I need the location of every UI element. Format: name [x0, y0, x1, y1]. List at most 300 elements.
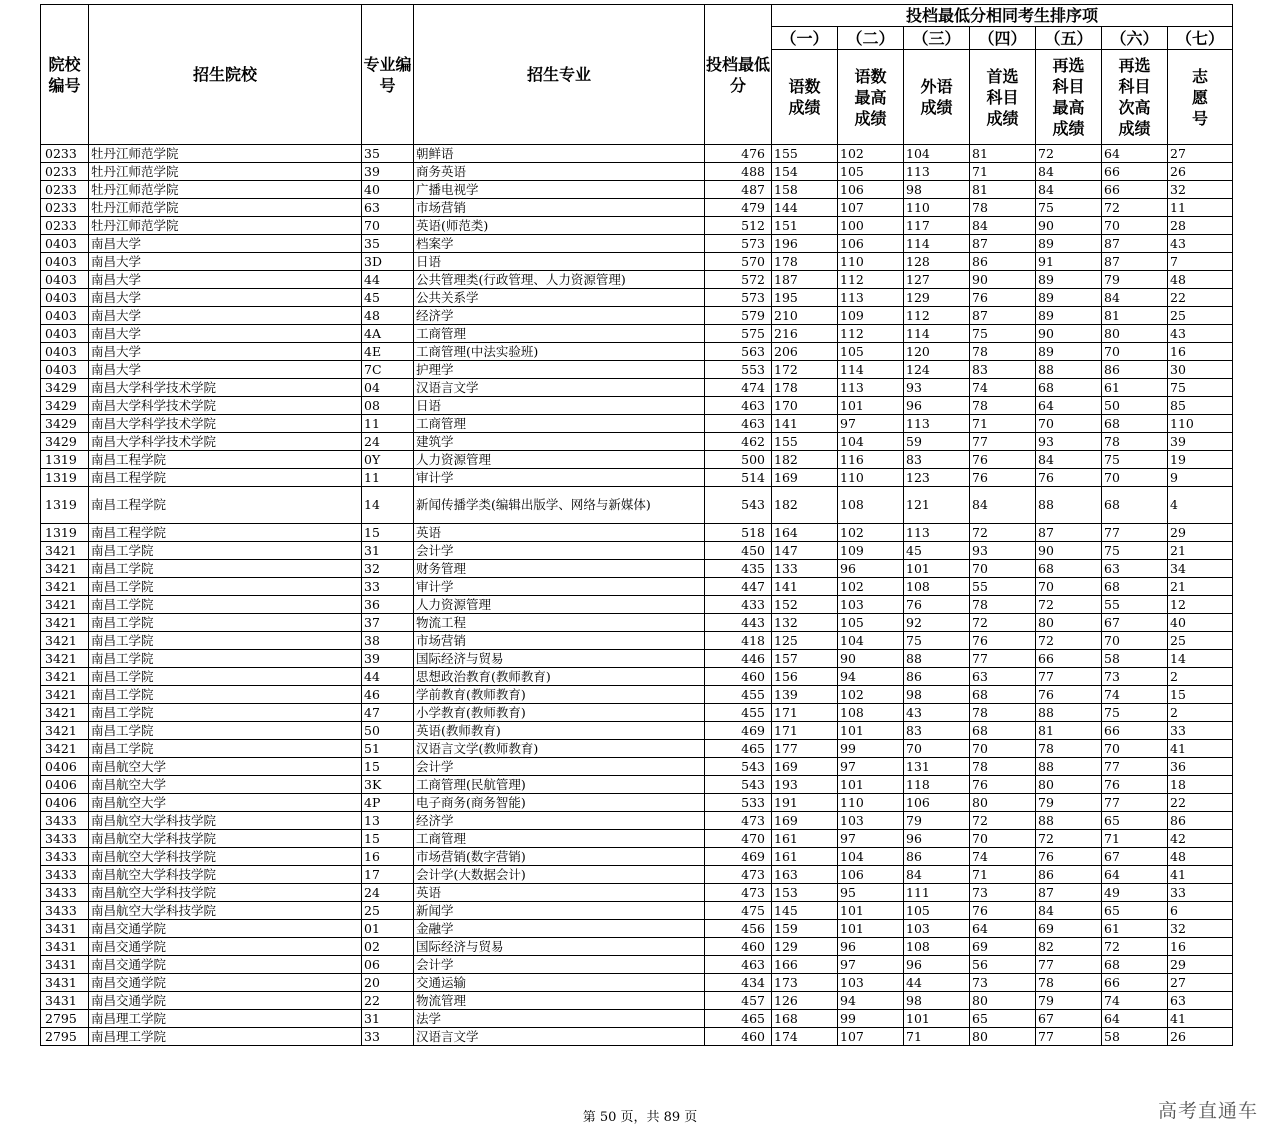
cell-elective-second: 65 — [1102, 902, 1168, 920]
cell-major-code: 22 — [362, 992, 414, 1010]
cell-chinese-math: 139 — [772, 686, 838, 704]
cell-school-code: 3429 — [41, 397, 89, 415]
header-order-2: （二） — [838, 27, 904, 50]
cell-min-score: 563 — [705, 343, 772, 361]
cell-foreign-language: 70 — [904, 740, 970, 758]
cell-major-code: 24 — [362, 433, 414, 451]
cell-major-code: 44 — [362, 668, 414, 686]
cell-foreign-language: 101 — [904, 1010, 970, 1028]
cell-preference-no: 28 — [1168, 217, 1233, 235]
table-row — [41, 812, 1233, 830]
cell-school-code: 3421 — [41, 650, 89, 668]
cell-school-name: 南昌大学 — [89, 361, 362, 379]
cell-school-code: 2795 — [41, 1028, 89, 1046]
cell-major-code: 39 — [362, 163, 414, 181]
cell-preference-no: 15 — [1168, 686, 1233, 704]
header-school-name: 招生院校 — [89, 5, 362, 145]
cell-elective-max: 89 — [1036, 307, 1102, 325]
cell-elective-second: 74 — [1102, 992, 1168, 1010]
cell-major-name: 市场营销(数字营销) — [414, 848, 705, 866]
table-row — [41, 920, 1233, 938]
cell-min-score: 465 — [705, 1010, 772, 1028]
cell-min-score: 579 — [705, 307, 772, 325]
cell-major-code: 11 — [362, 415, 414, 433]
cell-elective-max: 90 — [1036, 325, 1102, 343]
header-major-code: 专业编号 — [362, 5, 414, 145]
cell-chinese-math: 154 — [772, 163, 838, 181]
cell-elective-second: 72 — [1102, 199, 1168, 217]
table-row — [41, 632, 1233, 650]
cell-elective-max: 84 — [1036, 902, 1102, 920]
cell-preference-no: 30 — [1168, 361, 1233, 379]
cell-school-code: 0403 — [41, 325, 89, 343]
cell-chinese-math: 161 — [772, 830, 838, 848]
watermark-text: 高考直通车 — [1157, 1100, 1258, 1122]
cell-chinese-math: 156 — [772, 668, 838, 686]
cell-elective-second: 64 — [1102, 866, 1168, 884]
cell-first-subject: 76 — [970, 289, 1036, 307]
cell-foreign-language: 92 — [904, 614, 970, 632]
cell-chinese-math: 151 — [772, 217, 838, 235]
cell-foreign-language: 76 — [904, 596, 970, 614]
cell-chinese-math: 171 — [772, 704, 838, 722]
cell-school-code: 3421 — [41, 614, 89, 632]
table-row — [41, 235, 1233, 253]
cell-chinese-math-max: 102 — [838, 686, 904, 704]
cell-school-name: 南昌工学院 — [89, 560, 362, 578]
cell-foreign-language: 86 — [904, 848, 970, 866]
cell-school-name: 南昌航空大学科技学院 — [89, 866, 362, 884]
cell-major-code: 33 — [362, 1028, 414, 1046]
cell-major-code: 44 — [362, 271, 414, 289]
cell-chinese-math: 187 — [772, 271, 838, 289]
cell-elective-max: 88 — [1036, 758, 1102, 776]
cell-chinese-math-max: 101 — [838, 397, 904, 415]
table-row — [41, 379, 1233, 397]
table-row — [41, 578, 1233, 596]
cell-major-name: 金融学 — [414, 920, 705, 938]
cell-major-name: 电子商务(商务智能) — [414, 794, 705, 812]
cell-elective-second: 70 — [1102, 632, 1168, 650]
table-row — [41, 758, 1233, 776]
cell-school-name: 南昌工程学院 — [89, 487, 362, 524]
cell-chinese-math-max: 108 — [838, 487, 904, 524]
cell-chinese-math: 182 — [772, 451, 838, 469]
cell-elective-second: 71 — [1102, 830, 1168, 848]
cell-major-code: 40 — [362, 181, 414, 199]
cell-chinese-math: 126 — [772, 992, 838, 1010]
cell-chinese-math: 133 — [772, 560, 838, 578]
cell-elective-max: 78 — [1036, 974, 1102, 992]
cell-chinese-math-max: 112 — [838, 271, 904, 289]
cell-chinese-math-max: 113 — [838, 289, 904, 307]
cell-min-score: 572 — [705, 271, 772, 289]
cell-elective-second: 66 — [1102, 163, 1168, 181]
cell-chinese-math-max: 104 — [838, 433, 904, 451]
cell-first-subject: 78 — [970, 704, 1036, 722]
cell-school-name: 南昌理工学院 — [89, 1010, 362, 1028]
cell-foreign-language: 124 — [904, 361, 970, 379]
cell-elective-second: 66 — [1102, 722, 1168, 740]
cell-preference-no: 16 — [1168, 938, 1233, 956]
cell-school-name: 南昌航空大学科技学院 — [89, 902, 362, 920]
cell-school-code: 3433 — [41, 848, 89, 866]
cell-major-name: 经济学 — [414, 812, 705, 830]
cell-chinese-math: 170 — [772, 397, 838, 415]
cell-major-name: 市场营销 — [414, 632, 705, 650]
header-group-title: 投档最低分相同考生排序项 — [772, 5, 1233, 27]
cell-min-score: 455 — [705, 686, 772, 704]
cell-chinese-math-max: 102 — [838, 145, 904, 163]
cell-school-code: 3421 — [41, 722, 89, 740]
cell-major-code: 17 — [362, 866, 414, 884]
cell-school-name: 南昌交通学院 — [89, 920, 362, 938]
cell-preference-no: 19 — [1168, 451, 1233, 469]
cell-foreign-language: 110 — [904, 199, 970, 217]
cell-elective-max: 80 — [1036, 776, 1102, 794]
cell-major-name: 会计学 — [414, 542, 705, 560]
cell-major-name: 日语 — [414, 397, 705, 415]
cell-foreign-language: 79 — [904, 812, 970, 830]
cell-major-name: 英语 — [414, 884, 705, 902]
cell-school-name: 南昌交通学院 — [89, 992, 362, 1010]
cell-elective-max: 84 — [1036, 181, 1102, 199]
header-school-code: 院校编号 — [41, 5, 89, 145]
cell-chinese-math: 178 — [772, 379, 838, 397]
cell-school-code: 0406 — [41, 776, 89, 794]
cell-foreign-language: 113 — [904, 415, 970, 433]
cell-first-subject: 72 — [970, 614, 1036, 632]
cell-chinese-math: 147 — [772, 542, 838, 560]
cell-preference-no: 22 — [1168, 794, 1233, 812]
cell-foreign-language: 93 — [904, 379, 970, 397]
cell-foreign-language: 96 — [904, 956, 970, 974]
cell-elective-second: 64 — [1102, 145, 1168, 163]
cell-elective-second: 87 — [1102, 235, 1168, 253]
cell-school-name: 南昌大学 — [89, 343, 362, 361]
cell-foreign-language: 129 — [904, 289, 970, 307]
cell-major-name: 公共关系学 — [414, 289, 705, 307]
cell-major-name: 国际经济与贸易 — [414, 938, 705, 956]
cell-school-code: 0403 — [41, 289, 89, 307]
cell-min-score: 455 — [705, 704, 772, 722]
cell-preference-no: 41 — [1168, 740, 1233, 758]
cell-min-score: 553 — [705, 361, 772, 379]
cell-preference-no: 21 — [1168, 578, 1233, 596]
cell-major-code: 01 — [362, 920, 414, 938]
table-row — [41, 199, 1233, 217]
cell-first-subject: 71 — [970, 866, 1036, 884]
cell-foreign-language: 106 — [904, 794, 970, 812]
table-row — [41, 956, 1233, 974]
cell-major-code: 45 — [362, 289, 414, 307]
cell-foreign-language: 104 — [904, 145, 970, 163]
cell-chinese-math-max: 107 — [838, 1028, 904, 1046]
cell-school-name: 南昌大学 — [89, 325, 362, 343]
cell-first-subject: 71 — [970, 415, 1036, 433]
cell-elective-second: 73 — [1102, 668, 1168, 686]
header-label-first-subject: 首选科目成绩 — [970, 50, 1036, 145]
cell-school-code: 3431 — [41, 920, 89, 938]
table-row — [41, 614, 1233, 632]
cell-major-code: 04 — [362, 379, 414, 397]
cell-first-subject: 93 — [970, 542, 1036, 560]
page-footer: 第 50 页，共 89 页 — [582, 1110, 698, 1125]
cell-first-subject: 56 — [970, 956, 1036, 974]
cell-chinese-math-max: 104 — [838, 632, 904, 650]
cell-first-subject: 75 — [970, 325, 1036, 343]
cell-major-name: 建筑学 — [414, 433, 705, 451]
cell-first-subject: 78 — [970, 596, 1036, 614]
cell-first-subject: 70 — [970, 830, 1036, 848]
cell-school-name: 南昌工学院 — [89, 542, 362, 560]
cell-chinese-math: 161 — [772, 848, 838, 866]
cell-school-name: 南昌大学科学技术学院 — [89, 397, 362, 415]
cell-major-name: 汉语言文学 — [414, 379, 705, 397]
cell-school-code: 3421 — [41, 632, 89, 650]
table-row — [41, 487, 1233, 524]
cell-foreign-language: 120 — [904, 343, 970, 361]
cell-preference-no: 12 — [1168, 596, 1233, 614]
cell-first-subject: 72 — [970, 524, 1036, 542]
cell-chinese-math-max: 95 — [838, 884, 904, 902]
cell-chinese-math-max: 101 — [838, 902, 904, 920]
table-row — [41, 289, 1233, 307]
cell-min-score: 543 — [705, 487, 772, 524]
cell-foreign-language: 121 — [904, 487, 970, 524]
cell-min-score: 460 — [705, 668, 772, 686]
header-order-5: （五） — [1036, 27, 1102, 50]
header-order-4: （四） — [970, 27, 1036, 50]
cell-major-name: 汉语言文学(教师教育) — [414, 740, 705, 758]
cell-chinese-math-max: 102 — [838, 524, 904, 542]
table-row — [41, 361, 1233, 379]
cell-major-name: 档案学 — [414, 235, 705, 253]
cell-first-subject: 81 — [970, 145, 1036, 163]
header-order-3: （三） — [904, 27, 970, 50]
cell-first-subject: 65 — [970, 1010, 1036, 1028]
cell-school-name: 南昌大学 — [89, 271, 362, 289]
cell-major-code: 4A — [362, 325, 414, 343]
cell-preference-no: 85 — [1168, 397, 1233, 415]
cell-min-score: 575 — [705, 325, 772, 343]
cell-preference-no: 86 — [1168, 812, 1233, 830]
cell-chinese-math-max: 105 — [838, 343, 904, 361]
cell-school-code: 0233 — [41, 163, 89, 181]
cell-min-score: 473 — [705, 884, 772, 902]
table-row — [41, 848, 1233, 866]
cell-major-name: 人力资源管理 — [414, 451, 705, 469]
cell-major-name: 物流管理 — [414, 992, 705, 1010]
cell-chinese-math-max: 103 — [838, 974, 904, 992]
cell-elective-max: 89 — [1036, 271, 1102, 289]
cell-elective-second: 66 — [1102, 181, 1168, 199]
cell-chinese-math-max: 96 — [838, 560, 904, 578]
cell-school-code: 3421 — [41, 740, 89, 758]
cell-elective-second: 72 — [1102, 938, 1168, 956]
table-row — [41, 325, 1233, 343]
cell-chinese-math: 173 — [772, 974, 838, 992]
cell-min-score: 476 — [705, 145, 772, 163]
cell-school-name: 南昌航空大学 — [89, 758, 362, 776]
cell-major-name: 新闻传播学类(编辑出版学、网络与新媒体) — [414, 487, 705, 524]
header-order-7: （七） — [1168, 27, 1233, 50]
cell-major-code: 70 — [362, 217, 414, 235]
cell-chinese-math-max: 104 — [838, 848, 904, 866]
cell-preference-no: 2 — [1168, 668, 1233, 686]
cell-chinese-math: 216 — [772, 325, 838, 343]
cell-preference-no: 36 — [1168, 758, 1233, 776]
cell-elective-second: 70 — [1102, 343, 1168, 361]
cell-school-name: 南昌航空大学科技学院 — [89, 884, 362, 902]
cell-school-name: 南昌大学科学技术学院 — [89, 433, 362, 451]
cell-elective-max: 78 — [1036, 740, 1102, 758]
cell-major-name: 日语 — [414, 253, 705, 271]
cell-major-code: 15 — [362, 830, 414, 848]
cell-major-code: 15 — [362, 758, 414, 776]
cell-major-name: 公共管理类(行政管理、人力资源管理) — [414, 271, 705, 289]
cell-preference-no: 42 — [1168, 830, 1233, 848]
cell-foreign-language: 123 — [904, 469, 970, 487]
cell-elective-second: 68 — [1102, 956, 1168, 974]
cell-min-score: 463 — [705, 956, 772, 974]
cell-major-name: 会计学 — [414, 956, 705, 974]
cell-elective-second: 80 — [1102, 325, 1168, 343]
cell-chinese-math: 144 — [772, 199, 838, 217]
cell-preference-no: 110 — [1168, 415, 1233, 433]
cell-foreign-language: 113 — [904, 524, 970, 542]
cell-chinese-math: 157 — [772, 650, 838, 668]
cell-school-code: 1319 — [41, 469, 89, 487]
cell-chinese-math: 155 — [772, 145, 838, 163]
cell-major-name: 财务管理 — [414, 560, 705, 578]
cell-major-code: 48 — [362, 307, 414, 325]
cell-elective-second: 66 — [1102, 974, 1168, 992]
cell-foreign-language: 114 — [904, 325, 970, 343]
cell-chinese-math: 169 — [772, 812, 838, 830]
cell-major-code: 3K — [362, 776, 414, 794]
cell-school-code: 0406 — [41, 758, 89, 776]
cell-school-code: 0406 — [41, 794, 89, 812]
cell-chinese-math: 158 — [772, 181, 838, 199]
cell-chinese-math: 182 — [772, 487, 838, 524]
cell-chinese-math-max: 109 — [838, 542, 904, 560]
cell-school-name: 牡丹江师范学院 — [89, 163, 362, 181]
cell-foreign-language: 127 — [904, 271, 970, 289]
cell-chinese-math: 152 — [772, 596, 838, 614]
cell-major-code: 06 — [362, 956, 414, 974]
cell-school-code: 1319 — [41, 487, 89, 524]
cell-first-subject: 78 — [970, 343, 1036, 361]
cell-elective-max: 90 — [1036, 217, 1102, 235]
cell-school-code: 3433 — [41, 902, 89, 920]
cell-min-score: 514 — [705, 469, 772, 487]
cell-chinese-math: 210 — [772, 307, 838, 325]
cell-first-subject: 71 — [970, 163, 1036, 181]
cell-min-score: 460 — [705, 1028, 772, 1046]
cell-chinese-math: 159 — [772, 920, 838, 938]
cell-chinese-math: 164 — [772, 524, 838, 542]
table-row — [41, 992, 1233, 1010]
cell-school-name: 南昌工学院 — [89, 614, 362, 632]
cell-chinese-math: 125 — [772, 632, 838, 650]
cell-first-subject: 80 — [970, 794, 1036, 812]
cell-school-code: 0233 — [41, 217, 89, 235]
cell-major-name: 人力资源管理 — [414, 596, 705, 614]
cell-major-name: 商务英语 — [414, 163, 705, 181]
cell-school-code: 0233 — [41, 145, 89, 163]
cell-elective-max: 69 — [1036, 920, 1102, 938]
cell-school-name: 南昌航空大学科技学院 — [89, 830, 362, 848]
cell-chinese-math: 169 — [772, 469, 838, 487]
cell-foreign-language: 131 — [904, 758, 970, 776]
cell-elective-second: 58 — [1102, 1028, 1168, 1046]
cell-school-code: 1319 — [41, 451, 89, 469]
header-order-1: （一） — [772, 27, 838, 50]
cell-elective-max: 88 — [1036, 812, 1102, 830]
table-row — [41, 163, 1233, 181]
cell-elective-max: 76 — [1036, 469, 1102, 487]
cell-first-subject: 74 — [970, 848, 1036, 866]
cell-elective-max: 68 — [1036, 560, 1102, 578]
cell-elective-max: 76 — [1036, 848, 1102, 866]
cell-major-name: 会计学(大数据会计) — [414, 866, 705, 884]
cell-foreign-language: 96 — [904, 397, 970, 415]
cell-major-code: 08 — [362, 397, 414, 415]
cell-min-score: 457 — [705, 992, 772, 1010]
cell-first-subject: 90 — [970, 271, 1036, 289]
cell-chinese-math-max: 103 — [838, 596, 904, 614]
cell-elective-second: 76 — [1102, 776, 1168, 794]
cell-elective-second: 67 — [1102, 614, 1168, 632]
cell-school-code: 3421 — [41, 668, 89, 686]
cell-min-score: 465 — [705, 740, 772, 758]
cell-first-subject: 76 — [970, 451, 1036, 469]
cell-chinese-math-max: 101 — [838, 920, 904, 938]
cell-elective-second: 84 — [1102, 289, 1168, 307]
cell-min-score: 475 — [705, 902, 772, 920]
cell-school-code: 3429 — [41, 379, 89, 397]
cell-elective-second: 61 — [1102, 920, 1168, 938]
table-row — [41, 722, 1233, 740]
cell-elective-max: 77 — [1036, 1028, 1102, 1046]
cell-major-name: 审计学 — [414, 578, 705, 596]
table-row — [41, 217, 1233, 235]
cell-school-code: 0403 — [41, 235, 89, 253]
cell-foreign-language: 111 — [904, 884, 970, 902]
cell-chinese-math: 129 — [772, 938, 838, 956]
cell-school-name: 南昌大学科学技术学院 — [89, 379, 362, 397]
cell-elective-max: 88 — [1036, 487, 1102, 524]
cell-chinese-math-max: 110 — [838, 469, 904, 487]
cell-chinese-math: 141 — [772, 578, 838, 596]
cell-foreign-language: 75 — [904, 632, 970, 650]
cell-chinese-math: 145 — [772, 902, 838, 920]
cell-elective-max: 93 — [1036, 433, 1102, 451]
cell-min-score: 573 — [705, 289, 772, 307]
cell-preference-no: 26 — [1168, 163, 1233, 181]
cell-school-name: 南昌工程学院 — [89, 524, 362, 542]
cell-school-name: 南昌工学院 — [89, 596, 362, 614]
cell-major-name: 小学教育(教师教育) — [414, 704, 705, 722]
table-row — [41, 524, 1233, 542]
table-row — [41, 433, 1233, 451]
cell-major-code: 51 — [362, 740, 414, 758]
cell-elective-max: 77 — [1036, 668, 1102, 686]
cell-school-name: 南昌交通学院 — [89, 974, 362, 992]
cell-min-score: 533 — [705, 794, 772, 812]
cell-elective-second: 77 — [1102, 758, 1168, 776]
